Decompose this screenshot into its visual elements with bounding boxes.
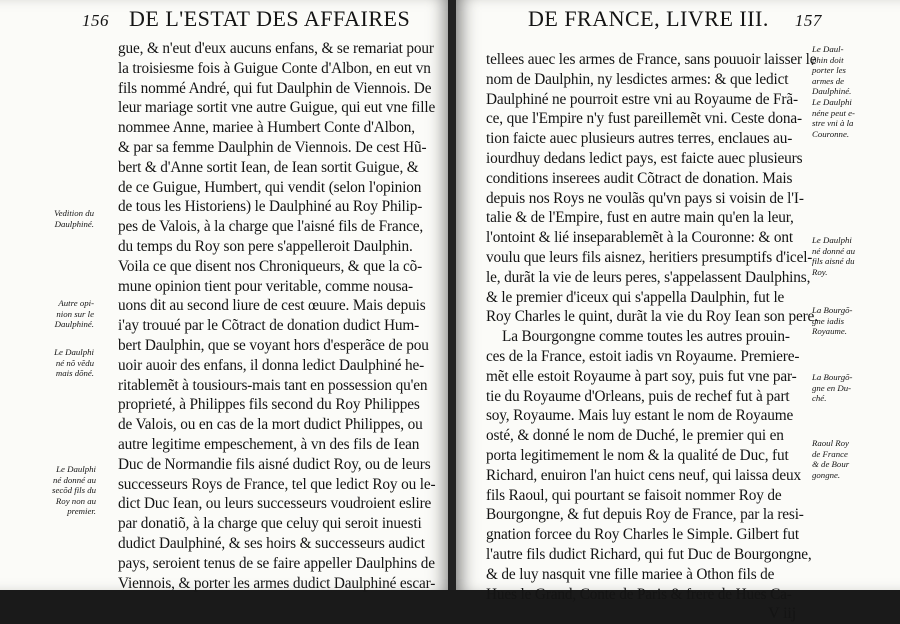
text-line: la troisiesme fois à Guigue Conte d'Albon, en eut vn: [118, 59, 431, 77]
text-line: fils Raoul, qui pourtant se faisoit nommer Roy de: [486, 486, 782, 504]
text-line: nom de Daulphin, ny lesdictes armes: & que ledict: [486, 70, 789, 88]
text-line: de Valois, ou en cas de la mort dudict Philippes, ou: [118, 416, 423, 434]
text-line: osté, & donné le nom de Duché, le premier qui en: [486, 427, 784, 445]
text-line: mune opinion tient pour veritable, comme nousa-: [118, 277, 413, 295]
side-note: Le Daulphi né donné au secõd fils du Roy non au premier.: [52, 464, 96, 517]
text-line: bert & d'Anne sortit Iean, de Iean sortit Guigue, &: [118, 158, 419, 176]
text-line: Richard, enuiron l'an huict cens neuf, qui laissa deux: [486, 466, 801, 484]
text-line: uons dit au second liure de cest œuure. Mais depuis: [118, 297, 426, 315]
text-line: ritablemẽt à tousiours-mais tant en possession qu'en: [118, 376, 428, 394]
text-line: soy, Royaume. Mais luy estant le nom de Royaume: [486, 407, 794, 425]
text-line: depuis nos Roys ne voulãs qu'vn pays si voisin de l'I-: [486, 189, 804, 207]
text-line: Hues le Grand, Conte de Paris & frere de Hues Ca-: [486, 585, 792, 603]
text-line: & de luy nasquit vne fille mariee à Othon fils de: [486, 565, 775, 583]
text-line: par donatiõ, à la charge que celuy qui seroit inuesti: [118, 515, 422, 533]
text-line: Daulphiné ne pourroit estre vni au Royaume de Frã-: [486, 90, 798, 108]
text-line: bert Daulphin, que se voyant hors d'esperãce de pou: [118, 336, 429, 354]
text-line: voulu que leurs fils aisnez, heritiers presumptifs d'icel-: [486, 248, 813, 266]
text-line: du temps du Roy son pere s'appelleroit Daulphin.: [118, 237, 413, 255]
text-line: autre legitime empeschement, à vn des fils de Iean: [118, 435, 420, 453]
text-line: leur mariage sortit vne autre Guigue, qui eut vne fille: [118, 99, 436, 117]
text-line: gnation forcee du Roy Charles le Simple. Gilbert fut: [486, 526, 799, 544]
left-head-title: DE L'ESTAT DES AFFAIRES: [129, 6, 411, 31]
text-line: ce, que l'Empire n'y fust pareillemẽt vni. Ceste dona-: [486, 110, 802, 128]
text-line: ces de la France, estoit iadis vn Royaume. Premiere-: [486, 347, 800, 365]
text-line: talie & de l'Empire, fust en autre main qu'en la leur,: [486, 209, 794, 227]
text-line: porta legitimement le nom & la qualité de Duc, fut: [486, 446, 789, 464]
side-note: Raoul Roy de France & de Bour gongne.: [812, 438, 850, 480]
text-line: i'ay trouué par le Cõtract de donation dudict Hum-: [118, 317, 420, 335]
text-line: conditions inserees audit Cõtract de donation. Mais: [486, 169, 793, 187]
text-line: Bourgongne, & fut depuis Roy de France, par la resi-: [486, 506, 804, 524]
right-running-head: [528, 6, 822, 32]
text-line: & le premier d'iceux qui s'appella Daulphin, fut le: [486, 288, 785, 306]
text-line: l'autre fils dudict Richard, qui fut Duc de Bourgongne,: [486, 545, 812, 563]
text-line: mẽt elle estoit Royaume à part soy, puis fut vne par-: [486, 367, 797, 385]
side-note: Autre opi- nion sur le Daulphiné.: [54, 298, 94, 330]
text-line: successeurs Roys de France, tel que ledict Roy ou le-: [118, 475, 436, 493]
side-note: Le Daulphi né donné au fils aisné du Roy.: [812, 235, 855, 277]
right-page: [456, 0, 900, 623]
text-line: tellees auec les armes de France, sans pouuoir laisser le: [486, 51, 817, 68]
text-line: dudict Daulphiné, & ses hoirs & successeurs audict: [118, 534, 425, 552]
signature-mark: V iij: [768, 605, 796, 623]
right-body-text: [486, 50, 818, 624]
text-line: pays, seroient tenus de se faire appeller Daulphins de: [118, 554, 435, 572]
text-line: Roy Charles le quint, durãt la vie du Roy Iean son pere.: [486, 308, 818, 326]
text-line: nommee Anne, mariee à Humbert Conte d'Albon,: [118, 119, 415, 137]
text-line: dict Duc Iean, ou leurs successeurs voudroient eslire: [118, 495, 432, 513]
text-line: de ce Guigue, Humbert, qui vendit (selon l'opinion: [118, 178, 422, 196]
text-line: gue, & n'eut d'eux aucuns enfans, & se remariat pour: [118, 40, 434, 57]
text-line: de tous les Historiens) le Daulphiné au Roy Philip-: [118, 198, 423, 216]
text-line: le, durãt la vie de leurs peres, s'appelassent Daulphins,: [486, 268, 811, 286]
side-note: Vedition du Daulphiné.: [54, 208, 94, 229]
text-line: fils nommé André, qui fut Daulphin de Viennois. De: [118, 79, 432, 97]
text-line: & par sa femme Daulphin de Viennois. De cest Hũ-: [118, 138, 427, 156]
side-note: Le Daul- phin doit porter les armes de Daulphiné. Le Daulphi néne peut e- stre vni à la Couronne.: [812, 44, 855, 139]
text-line: proprieté, à Philippes fils second du Roy Philippes: [118, 396, 420, 414]
text-line: Viennois, & porter les armes dudict Daulphiné escar-: [118, 574, 436, 592]
side-note: Le Daulphi né nõ vẽdu mais dõné.: [54, 347, 94, 379]
text-line: l'ontoint & lié inseparablemẽt à la Couronne: & ont: [486, 229, 793, 247]
side-note: La Bourgõ- gne en Du- ché.: [812, 372, 853, 404]
side-note: La Bourgõ- gne iadis Royaume.: [812, 305, 853, 337]
text-line: pes de Valois, à la charge que l'aisné fils de France,: [118, 218, 424, 236]
text-line: tion faicte auec plusieurs autres terres, enclaues au-: [486, 130, 793, 148]
text-line: iourdhuy dedans ledict pays, est faicte auec plusieurs: [486, 149, 803, 167]
right-page-number: 157: [794, 11, 822, 30]
left-running-head: [82, 6, 410, 32]
left-page-number: 156: [82, 11, 109, 30]
text-line: Voila ce que disent nos Chroniqueurs, & que la cõ-: [118, 257, 423, 275]
left-page: [0, 0, 450, 590]
text-line: uoir auoir des enfans, il donna ledict Daulphiné he-: [118, 356, 425, 374]
right-head-title: DE FRANCE, LIVRE III.: [528, 6, 769, 31]
text-line: Duc de Normandie fils aisné dudict Roy, ou de leurs: [118, 455, 431, 473]
text-line: tie du Royaume d'Orleans, puis de rechef fut à part: [486, 387, 790, 405]
left-body-text: [118, 39, 448, 593]
text-line: La Bourgongne comme toutes les autres prouin-: [502, 328, 790, 346]
